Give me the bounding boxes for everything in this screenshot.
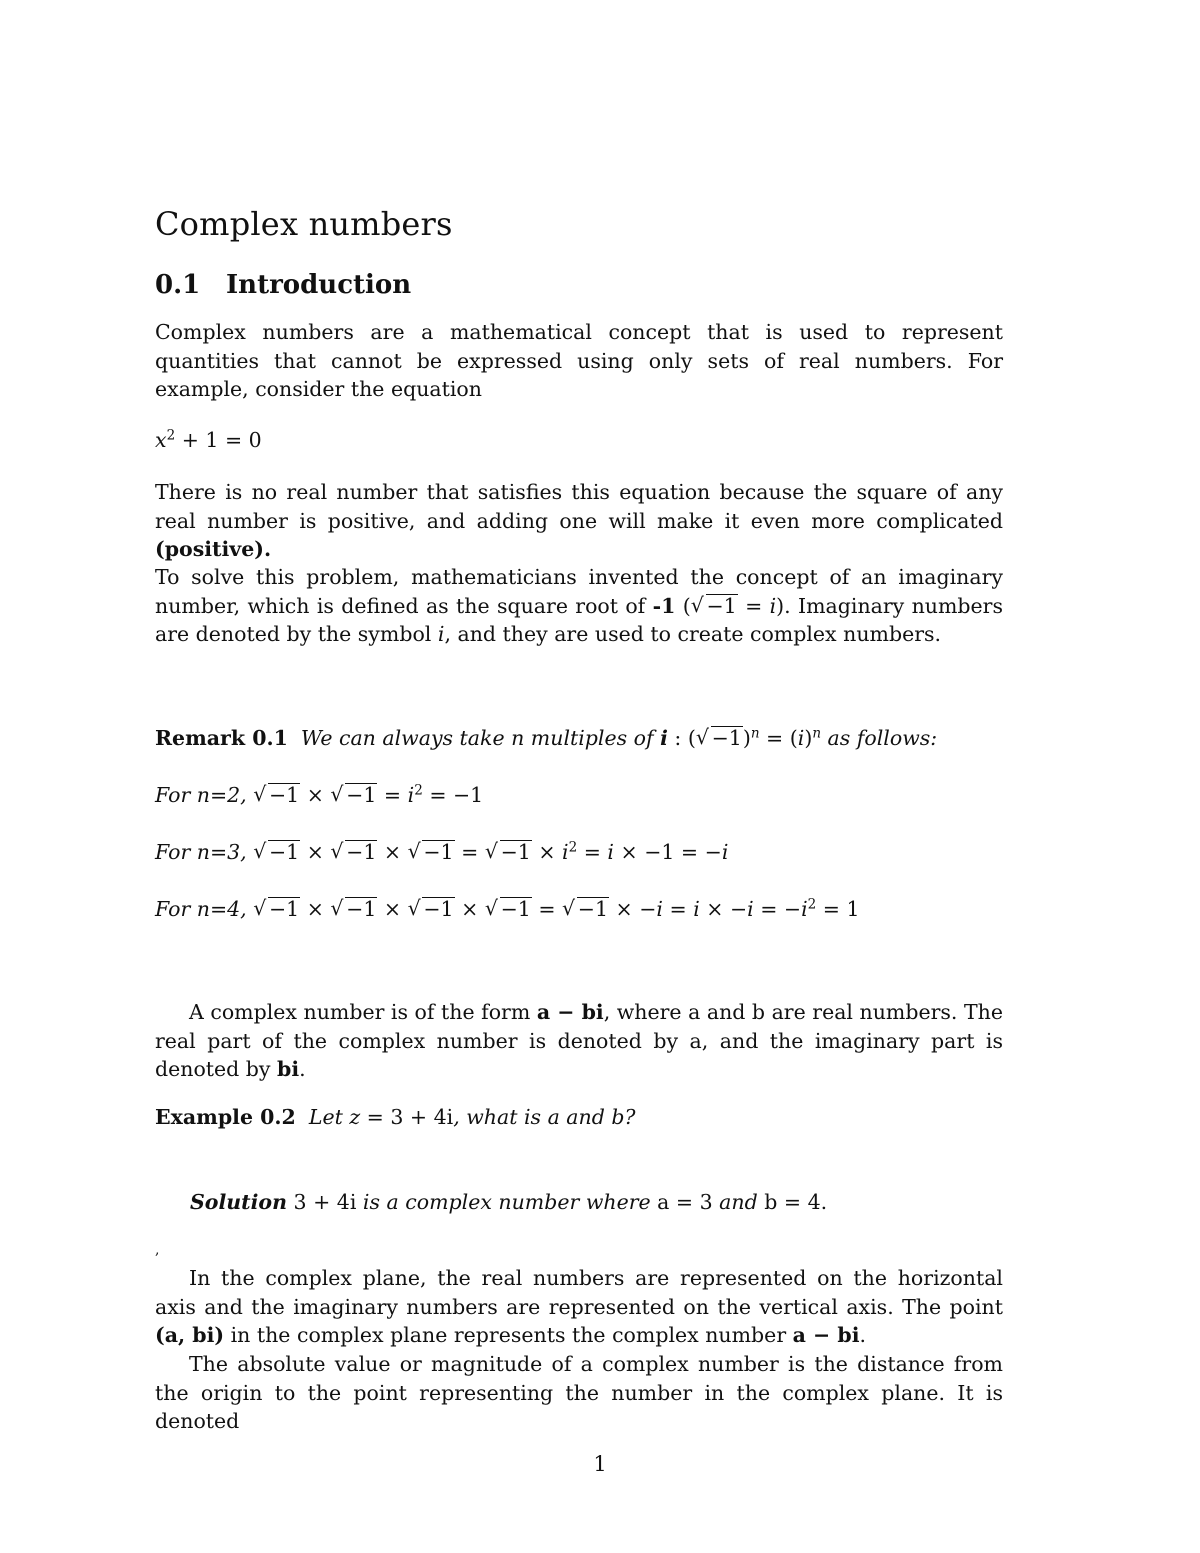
remark-text-a: We can always take n multiples of bbox=[300, 726, 661, 750]
remark-line-prefix: For n=3, bbox=[155, 840, 254, 864]
imaginary-text-f: , and they are used to create complex numbers. bbox=[444, 622, 942, 646]
page-number: 1 bbox=[593, 1452, 607, 1476]
form-text-c: . bbox=[299, 1057, 306, 1081]
equation-rest: + 1 = 0 bbox=[175, 428, 262, 452]
plane-bold-num: a − bi bbox=[792, 1323, 860, 1347]
magnitude-paragraph: The absolute value or magnitude of a complex number is the distance from the origin to the point representing the number in the complex plane. It is denoted bbox=[155, 1352, 1003, 1433]
remark-heading bbox=[155, 724, 1003, 753]
imaginary-paragraph bbox=[155, 563, 1003, 649]
remark-sqrt bbox=[696, 724, 743, 753]
form-bold-form: a − bi bbox=[536, 1000, 604, 1024]
remark-i: i bbox=[660, 726, 668, 750]
solution-block bbox=[190, 1188, 1003, 1217]
example-math: 3 + 4i bbox=[390, 1105, 454, 1129]
complex-plane-paragraph bbox=[155, 1264, 1003, 1350]
remark-sqrt-content: −1 bbox=[711, 726, 742, 750]
sqrt-term: −1 bbox=[346, 840, 377, 864]
form-bold-bi: bi bbox=[277, 1057, 300, 1081]
sqrt-term: −1 bbox=[423, 897, 454, 921]
remark-line-n2: For n=2, √ −1 × √ $-1 = i^2 = -1$ bbox=[155, 781, 1003, 810]
remark-i-2: i bbox=[797, 726, 805, 750]
section-title: Introduction bbox=[226, 270, 412, 300]
form-text-b: , where a and b are real numbers. The real part of the complex number is denoted by a, and the imaginary part is denoted by bbox=[155, 1000, 1003, 1081]
page-title: Complex numbers bbox=[155, 205, 453, 243]
sqrt-term: −1 bbox=[500, 840, 531, 864]
imaginary-i-2: i bbox=[437, 622, 445, 646]
remark-line-prefix: For n=2, bbox=[155, 783, 254, 807]
section-heading bbox=[155, 270, 1003, 300]
sqrt-term: −1 bbox=[346, 783, 377, 807]
remark-text-b: : ( bbox=[667, 726, 696, 750]
solution-text-b: and bbox=[712, 1190, 765, 1214]
sqrt-term: −1 bbox=[500, 897, 531, 921]
plane-bold-point: (a, bi) bbox=[155, 1323, 225, 1347]
sqrt-term: −1 bbox=[346, 897, 377, 921]
intro-paragraph: Complex numbers are a mathematical concept that is used to represent quantities that cannot be expressed using only sets of real numbers. For example, consider the equation bbox=[155, 320, 1003, 401]
stray-mark: , bbox=[155, 1242, 160, 1258]
sqrt-term: −1 bbox=[268, 897, 300, 921]
sqrt-symbol bbox=[691, 592, 738, 621]
example-text-b: , what is a and b? bbox=[453, 1105, 636, 1129]
sqrt-term: −1 bbox=[423, 840, 454, 864]
solution-label: Solution bbox=[190, 1190, 288, 1214]
equation-variable: x bbox=[155, 428, 167, 452]
equation-exponent: 2 bbox=[166, 427, 176, 444]
imaginary-i: i bbox=[769, 593, 777, 618]
plane-text-a: In the complex plane, the real numbers are represented on the horizontal axis and the imaginary numbers are represented on the vertical axis. The point bbox=[155, 1266, 1003, 1319]
sqrt-term: −1 bbox=[268, 840, 300, 864]
solution-math-1: 3 + 4i bbox=[293, 1190, 357, 1214]
section-number: 0.1 bbox=[155, 270, 201, 300]
form-text-a: A complex number is of the form bbox=[189, 1000, 537, 1024]
remark-exp-n: n bbox=[750, 725, 760, 742]
sqrt-term: −1 bbox=[577, 897, 609, 921]
solution-text-c: . bbox=[820, 1190, 828, 1214]
sqrt-term: −1 bbox=[268, 783, 300, 807]
solution-math-3: b = 4 bbox=[764, 1190, 821, 1214]
imaginary-text-c: ( bbox=[675, 593, 691, 618]
imaginary-eq: = bbox=[737, 593, 770, 618]
example-block bbox=[155, 1103, 1003, 1132]
sqrt-content: −1 bbox=[706, 593, 737, 618]
remark-text-c: ) bbox=[742, 726, 751, 750]
solution-text-a: is a complex number where bbox=[356, 1190, 658, 1214]
plane-text-b: in the complex plane represents the complex number bbox=[224, 1323, 793, 1347]
remark-text-e: ) bbox=[804, 726, 813, 750]
remark-text-f: as follows: bbox=[821, 726, 938, 750]
example-label: Example 0.2 bbox=[155, 1105, 296, 1129]
equation bbox=[155, 426, 1003, 455]
remark-exp-n-2: n bbox=[812, 725, 822, 742]
remark-line-prefix: For n=4, bbox=[155, 897, 254, 921]
remark-line-n3: For n=3, √ −1 × √ −1 × √ −1 = √ $-1 \times i^2 = i \times -1 = -i$ bbox=[155, 838, 1003, 867]
imaginary-minus-one: -1 bbox=[652, 593, 676, 618]
explanation-paragraph bbox=[155, 478, 1003, 564]
remark-line-n4: For n=4, √ −1 × √ −1 × √ −1 × √ −1 = √ $-1 \times -i = i \times -i = -i^2 = 1$ bbox=[155, 895, 1003, 924]
complex-form-paragraph bbox=[155, 998, 1003, 1084]
explanation-bold: (positive). bbox=[155, 537, 272, 561]
imaginary-text-a: To solve this problem, mathematicians invented the concept of an imaginary number, which is defined as the square root of bbox=[155, 565, 1003, 618]
remark-label: Remark 0.1 bbox=[155, 726, 288, 750]
plane-text-c: . bbox=[859, 1323, 867, 1347]
solution-math-2: a = 3 bbox=[657, 1190, 713, 1214]
explanation-text: There is no real number that satisfies this equation because the square of any real number is positive, and adding one will make it even more complicated bbox=[155, 480, 1003, 533]
remark-text-d: = ( bbox=[759, 726, 798, 750]
example-text-a: Let z = bbox=[308, 1105, 391, 1129]
imaginary-text-e: ). Imaginary numbers are denoted by the symbol bbox=[155, 593, 1004, 646]
